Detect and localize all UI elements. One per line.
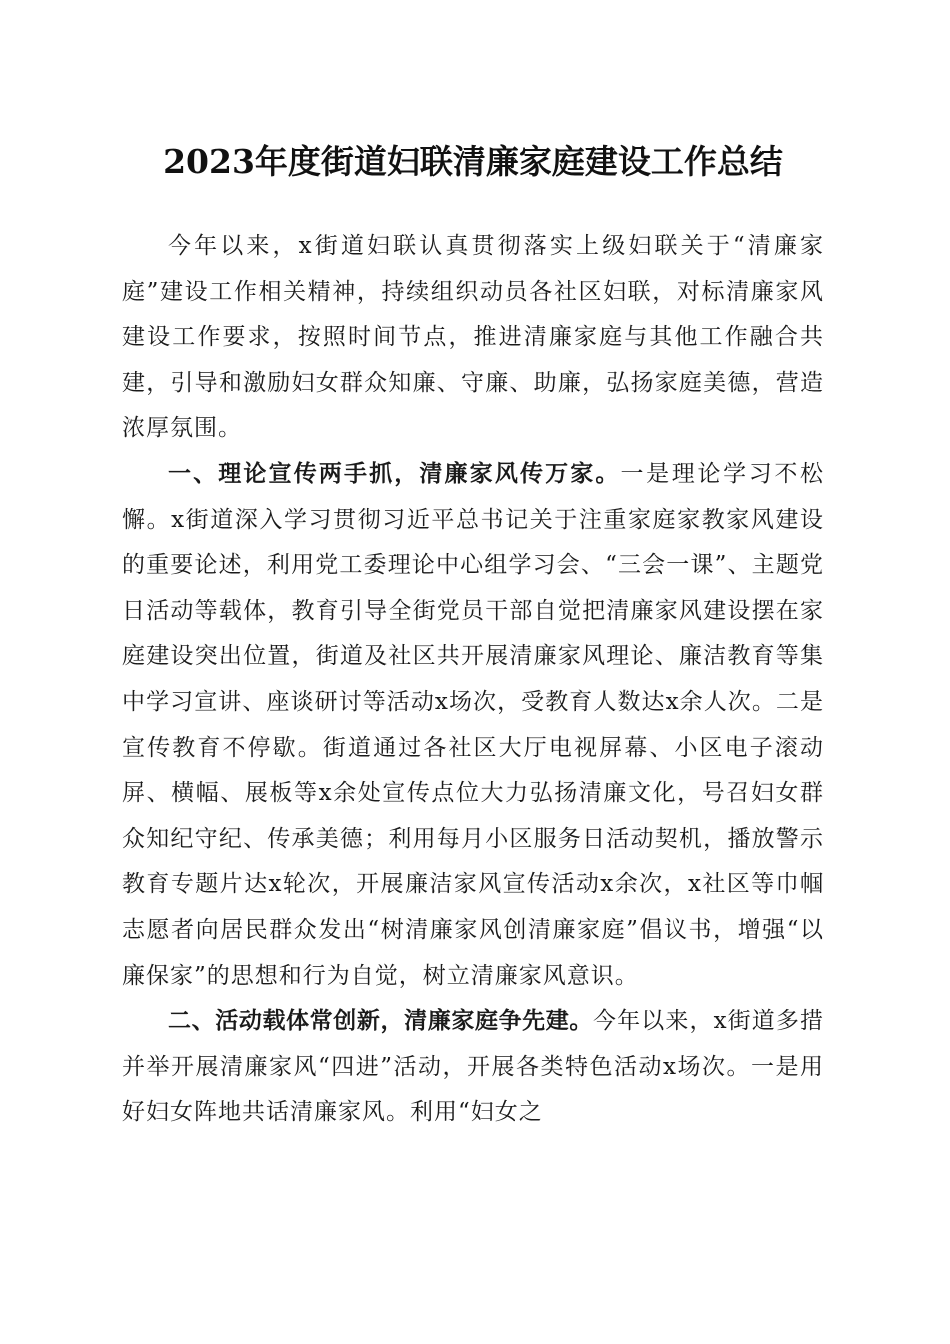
section-2-text: 今年以来，x街道多措并举开展清廉家风“四进”活动，开展各类特色活动x场次。一是用好妇女阵地共话清廉家风。利用“妇女之 <box>122 1008 824 1126</box>
paragraph-intro-text: 今年以来，x街道妇联认真贯彻落实上级妇联关于“清廉家庭”建设工作相关精神，持续组织动员各社区妇联，对标清廉家风建设工作要求，按照时间节点，推进清廉家庭与其他工作融合共建，引导和激励妇女群众知廉、守廉、助廉，弘扬家庭美德，营造浓厚氛围。 <box>122 233 824 442</box>
section-2-heading: 二、活动载体常创新，清廉家庭争先建。 <box>168 1008 594 1035</box>
paragraph-intro <box>122 224 824 452</box>
document-title: 2023年度街道妇联清廉家庭建设工作总结 <box>163 142 783 181</box>
section-1-heading: 一、理论宣传两手抓，清廉家风传万家。 <box>168 460 621 487</box>
paragraph-section-2 <box>122 999 824 1136</box>
section-1-text: 一是理论学习不松懈。x街道深入学习贯彻习近平总书记关于注重家庭家教家风建设的重要论述，利用党工委理论中心组学习会、“三会一课”、主题党日活动等载体，教育引导全街党员干部自觉把清廉家风建设摆在家庭建设突出位置，街道及社区共开展清廉家风理论、廉洁教育等集中学习宣讲、座谈研讨等活动x场次，受教育人数达x余人次。二是宣传教育不停歇。街道通过各社区大厅电视屏幕、小区电子滚动屏、横幅、展板等x余处宣传点位大力弘扬清廉文化，号召妇女群众知纪守纪、传承美德；利用每月小区服务日活动契机，播放警示教育专题片达x轮次，开展廉洁家风宣传活动x余次，x社区等巾帼志愿者向居民群众发出“树清廉家风创清廉家庭”倡议书，增强“以廉保家”的思想和行为自觉，树立清廉家风意识。 <box>122 460 825 989</box>
paragraph-section-1 <box>122 452 824 999</box>
